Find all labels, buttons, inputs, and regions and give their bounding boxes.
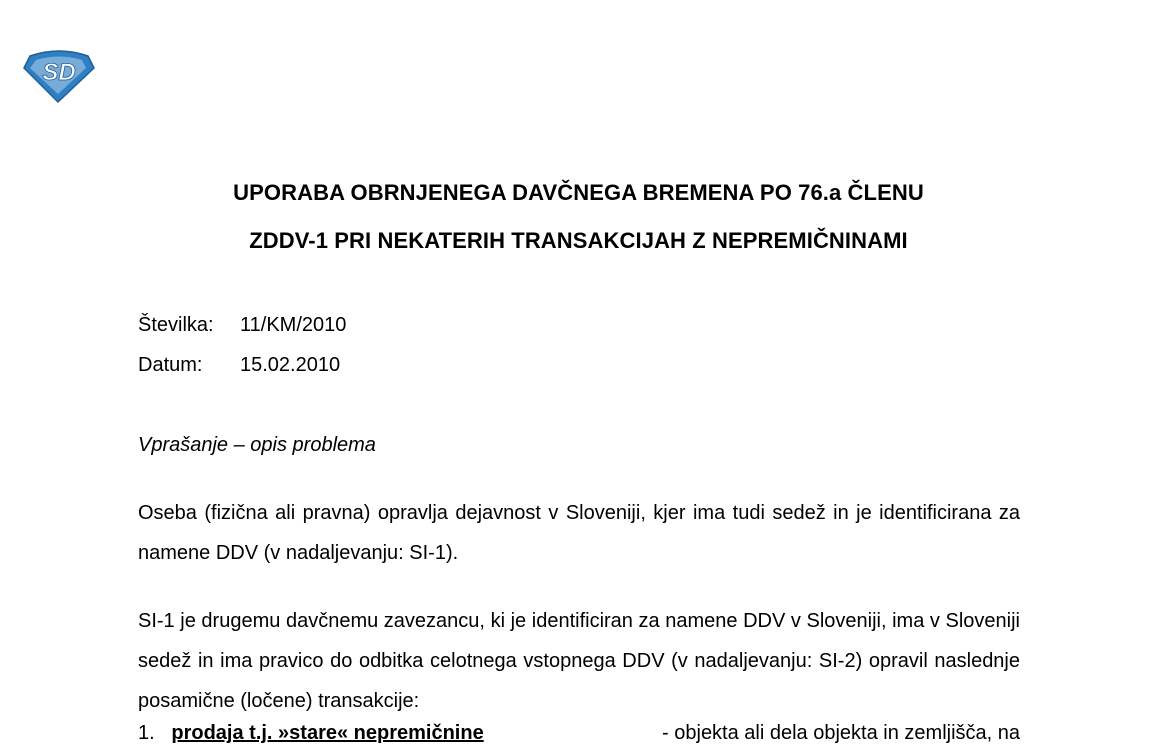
logo-text: SD	[42, 59, 76, 86]
document-date	[138, 354, 340, 377]
document-title-line-2: ZDDV-1 PRI NEKATERIH TRANSAKCIJAH Z NEPREMIČNINAMI	[249, 228, 908, 253]
sd-shield-logo	[22, 48, 96, 104]
list-item-bold-text: prodaja t.j. »stare« nepremičnine	[171, 722, 484, 744]
section-heading: Vprašanje – opis problema	[138, 434, 376, 456]
date-label: Datum:	[138, 354, 203, 376]
document-title-line-1: UPORABA OBRNJENEGA DAVČNEGA BREMENA PO 76.a ČLENU	[233, 180, 924, 205]
number-value: 11/KM/2010	[240, 314, 347, 336]
list-item-number: 1.	[138, 722, 155, 744]
paragraph-2: SI-1 je drugemu davčnemu zavezancu, ki je identificiran za namene DDV v Sloveniji, ima v Sloveniji sedež in ima pravico do odbitka celotnega vstopnega DDV (v nadaljevanju: SI-2) opravil naslednje posamične (ločene) transakcije:	[138, 610, 1020, 712]
date-value: 15.02.2010	[240, 354, 341, 376]
paragraph-1: Oseba (fizična ali pravna) opravlja dejavnost v Sloveniji, kjer ima tudi sedež in je identificirana za namene DDV (v nadaljevanju: SI-1).	[138, 502, 1020, 564]
document-number	[138, 314, 346, 337]
list-item-rest-text: - objekta ali dela objekta in zemljišča, na	[662, 722, 1020, 744]
list-item-1	[138, 722, 1020, 745]
number-label: Številka:	[138, 314, 214, 336]
